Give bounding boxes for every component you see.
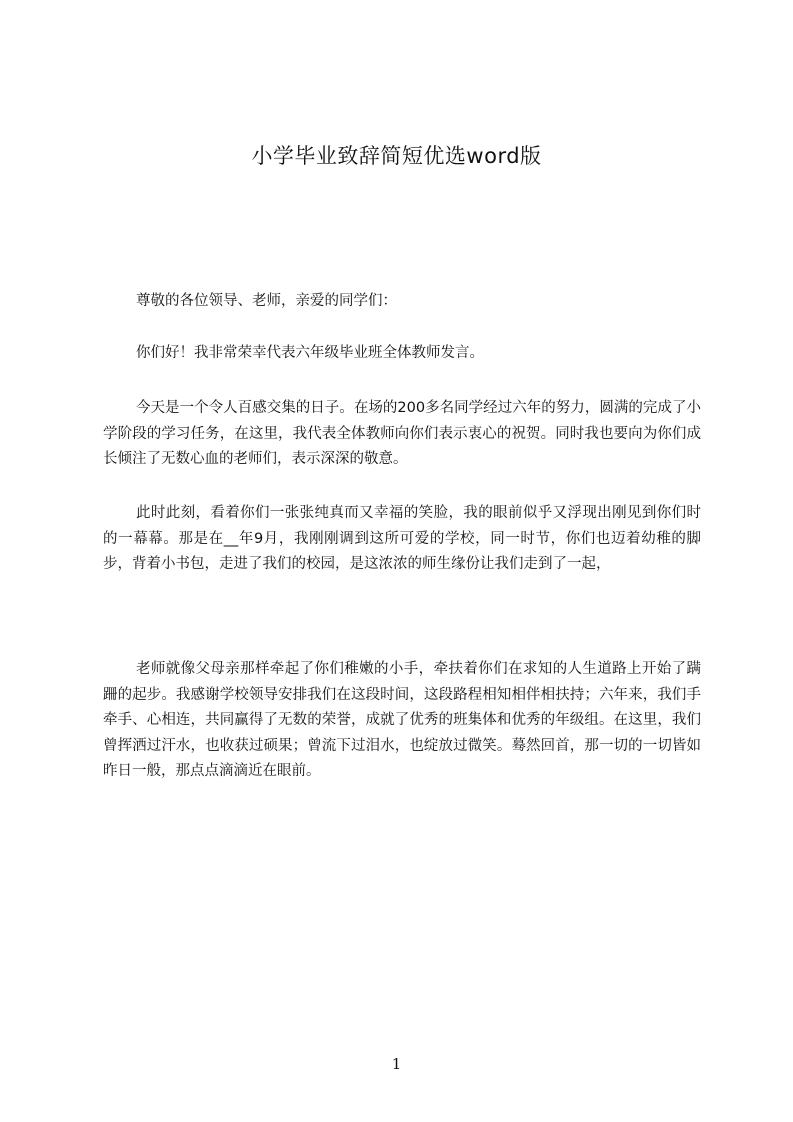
paragraph-gratitude: 老师就像父母亲那样牵起了你们稚嫩的小手，牵扶着你们在求知的人生道路上开始了蹒跚的起步。我感谢学校领导安排我们在这段时间，这段路程相知相伴相扶持；六年来，我们手牵手、心相连，共同赢得了无数的荣誉，成就了优秀的班集体和优秀的年级组。在这里，我们曾挥洒过汗水，也收获过硕果；曾流下过泪水，也绽放过微笑。蓦然回首，那一切的一切皆如昨日一般，那点点滴滴近在眼前。 xyxy=(103,661,701,779)
paragraph-greeting: 你们好！我非常荣幸代表六年级毕业班全体教师发言。 xyxy=(136,345,484,361)
page-number: 1 xyxy=(391,1055,402,1073)
paragraph-salutation: 尊敬的各位领导、老师，亲爱的同学们： xyxy=(136,293,397,309)
paragraph-memories: 此时此刻，看着你们一张张纯真而又幸福的笑脸，我的眼前似乎又浮现出刚见到你们时的一幕幕。那是在__年9月，我刚刚调到这所可爱的学校，同一时节，你们也迈着幼稚的脚步，背着小书包，走进了我们的校园，是这浓浓的师生缘份让我们走到了一起， xyxy=(103,505,701,572)
paragraph-congratulations: 今天是一个令人百感交集的日子。在场的200多名同学经过六年的努力，圆满的完成了小学阶段的学习任务，在这里，我代表全体教师向你们表示衷心的祝贺。同时我也要向为你们成长倾注了无数心血的老师们，表示深深的敬意。 xyxy=(103,400,701,467)
document-title: 小学毕业致辞简短优选word版 xyxy=(251,144,542,168)
